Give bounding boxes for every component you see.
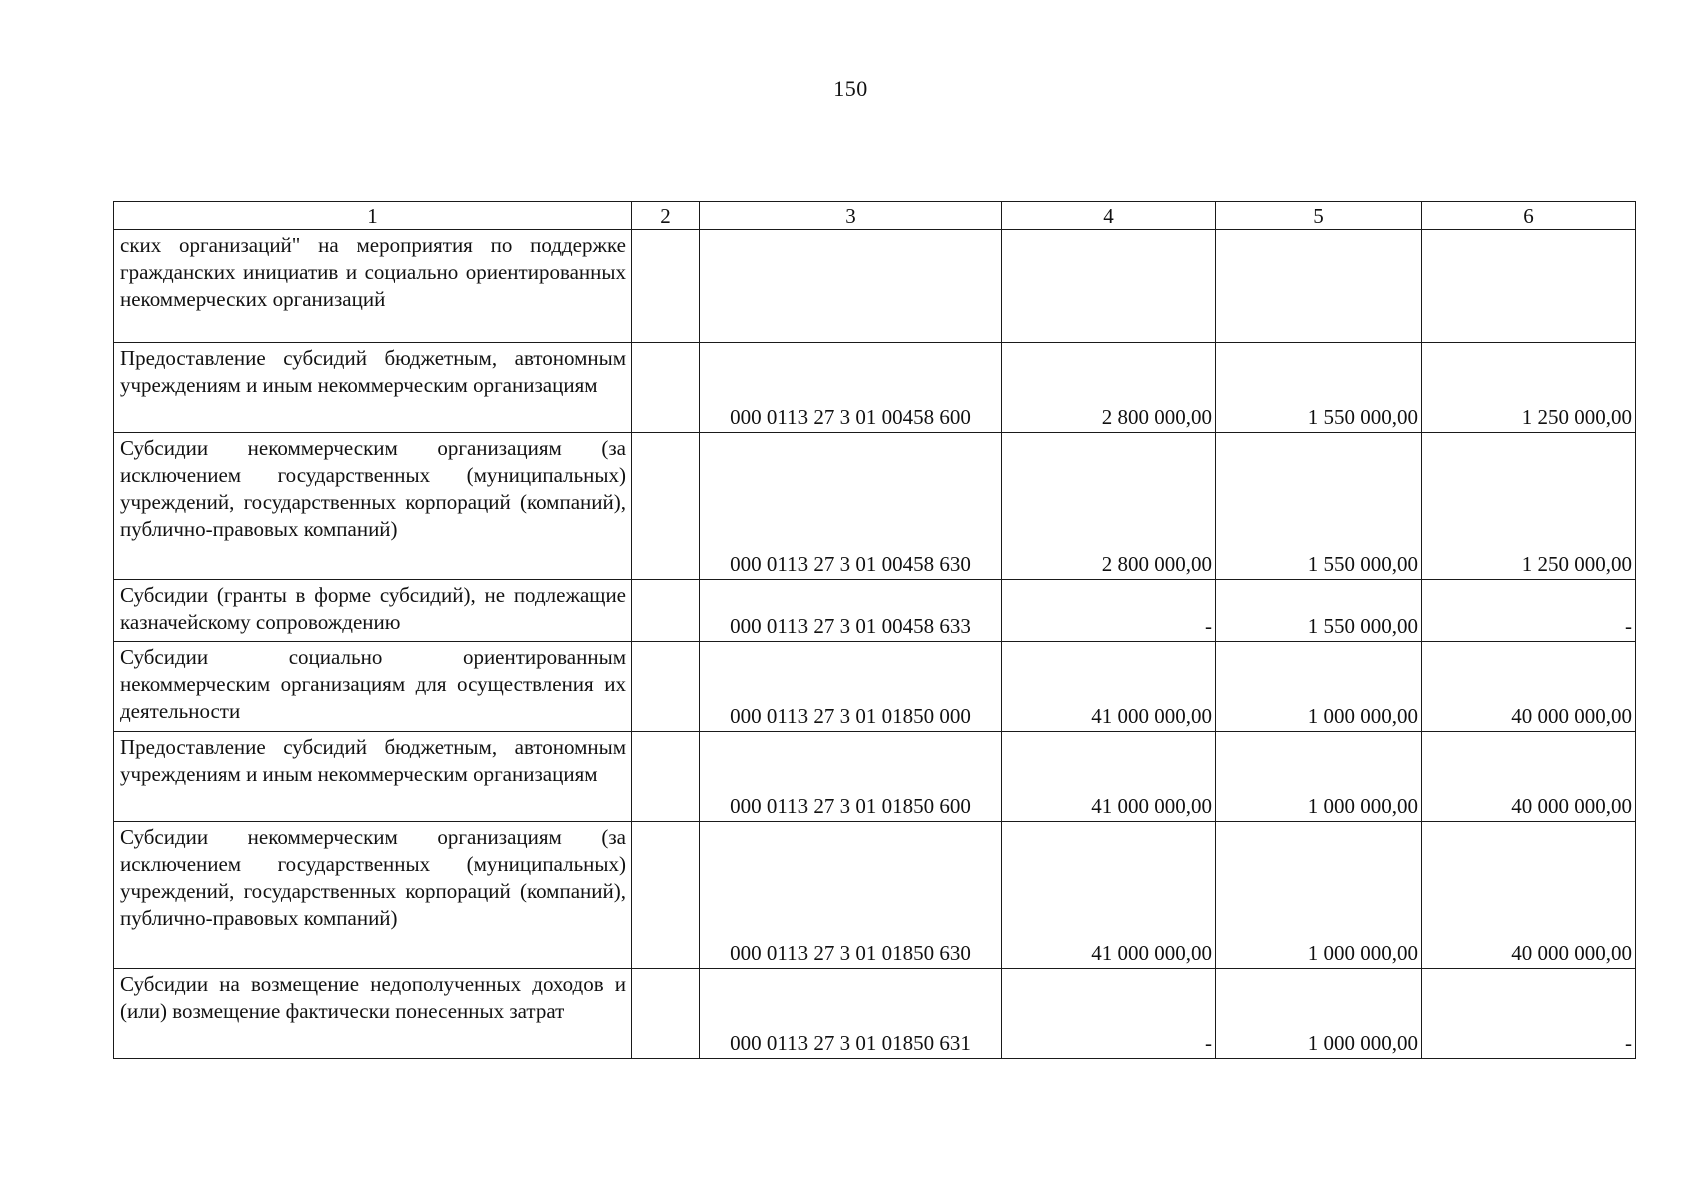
- row-code: 000 0113 27 3 01 01850 631: [700, 969, 1002, 1059]
- row-col6: 40 000 000,00: [1422, 732, 1636, 822]
- row-code: [700, 230, 1002, 343]
- header-col-3: 3: [700, 202, 1002, 230]
- row-col4: 2 800 000,00: [1002, 433, 1216, 580]
- header-col-5: 5: [1216, 202, 1422, 230]
- table-header: [114, 202, 1636, 230]
- row-col6: 1 250 000,00: [1422, 433, 1636, 580]
- row-col2: [632, 822, 700, 969]
- row-col6: -: [1422, 580, 1636, 642]
- row-code: 000 0113 27 3 01 01850 000: [700, 642, 1002, 732]
- header-col-1: 1: [114, 202, 632, 230]
- row-col4: -: [1002, 969, 1216, 1059]
- header-col-6: 6: [1422, 202, 1636, 230]
- row-col2: [632, 230, 700, 343]
- table-row: [114, 580, 1636, 642]
- row-name: Субсидии на возмещение недополученных доходов и (или) возмещение фактически понесенных затрат: [114, 969, 632, 1059]
- budget-table: [113, 201, 1636, 1059]
- row-col4: 2 800 000,00: [1002, 343, 1216, 433]
- table-row: [114, 642, 1636, 732]
- row-name: Субсидии социально ориентированным некоммерческим организациям для осуществления их деятельности: [114, 642, 632, 732]
- row-col4: 41 000 000,00: [1002, 732, 1216, 822]
- row-col5: 1 000 000,00: [1216, 732, 1422, 822]
- row-col5: 1 000 000,00: [1216, 822, 1422, 969]
- row-col5: [1216, 230, 1422, 343]
- row-col6: 40 000 000,00: [1422, 822, 1636, 969]
- row-name: Субсидии (гранты в форме субсидий), не подлежащие казначейскому сопровождению: [114, 580, 632, 642]
- row-col6: -: [1422, 969, 1636, 1059]
- row-name: Субсидии некоммерческим организациям (за исключением государственных (муниципальных) учреждений, государственных корпораций (компаний), публично-правовых компаний): [114, 822, 632, 969]
- row-col6: [1422, 230, 1636, 343]
- row-col2: [632, 580, 700, 642]
- row-code: 000 0113 27 3 01 01850 600: [700, 732, 1002, 822]
- row-code: 000 0113 27 3 01 00458 633: [700, 580, 1002, 642]
- header-row: [114, 202, 1636, 230]
- header-col-4: 4: [1002, 202, 1216, 230]
- row-col4: [1002, 230, 1216, 343]
- row-col6: 1 250 000,00: [1422, 343, 1636, 433]
- row-name: ских организаций" на мероприятия по поддержке гражданских инициатив и социально ориентированных некоммерческих организаций: [114, 230, 632, 343]
- row-col2: [632, 343, 700, 433]
- table-row: [114, 343, 1636, 433]
- table-row: [114, 433, 1636, 580]
- row-col4: 41 000 000,00: [1002, 822, 1216, 969]
- table-row: [114, 230, 1636, 343]
- row-col5: 1 550 000,00: [1216, 433, 1422, 580]
- row-col5: 1 550 000,00: [1216, 343, 1422, 433]
- row-col2: [632, 642, 700, 732]
- row-col5: 1 000 000,00: [1216, 642, 1422, 732]
- table-row: [114, 822, 1636, 969]
- row-name: Предоставление субсидий бюджетным, автономным учреждениям и иным некоммерческим организациям: [114, 732, 632, 822]
- row-col4: -: [1002, 580, 1216, 642]
- header-col-2: 2: [632, 202, 700, 230]
- row-code: 000 0113 27 3 01 00458 600: [700, 343, 1002, 433]
- row-name: Предоставление субсидий бюджетным, автономным учреждениям и иным некоммерческим организациям: [114, 343, 632, 433]
- table-row: [114, 732, 1636, 822]
- page-number: 150: [833, 76, 868, 101]
- table-body: [114, 230, 1636, 1059]
- row-col4: 41 000 000,00: [1002, 642, 1216, 732]
- row-col2: [632, 433, 700, 580]
- table-row: [114, 969, 1636, 1059]
- row-code: 000 0113 27 3 01 00458 630: [700, 433, 1002, 580]
- row-code: 000 0113 27 3 01 01850 630: [700, 822, 1002, 969]
- row-name: Субсидии некоммерческим организациям (за исключением государственных (муниципальных) учреждений, государственных корпораций (компаний), публично-правовых компаний): [114, 433, 632, 580]
- row-col5: 1 000 000,00: [1216, 969, 1422, 1059]
- row-col2: [632, 732, 700, 822]
- row-col6: 40 000 000,00: [1422, 642, 1636, 732]
- row-col5: 1 550 000,00: [1216, 580, 1422, 642]
- row-col2: [632, 969, 700, 1059]
